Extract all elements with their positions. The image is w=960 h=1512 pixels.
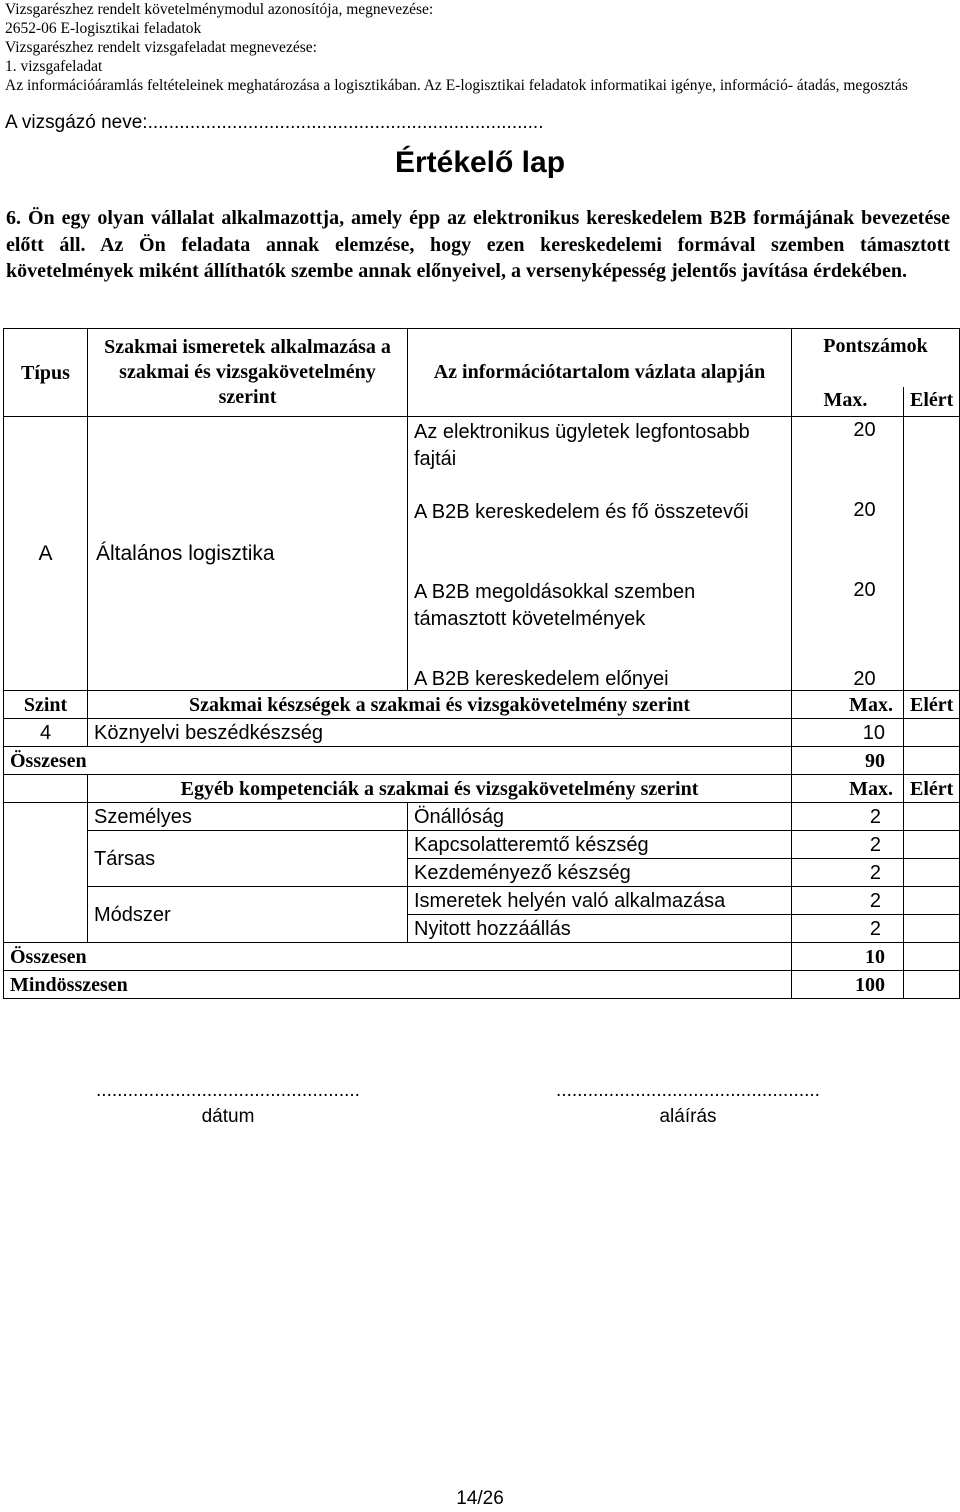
skill-max: 10 xyxy=(792,719,904,747)
competence-max: 2 xyxy=(792,887,904,915)
topic-max: 20 xyxy=(792,579,904,661)
type-cell: A xyxy=(4,417,88,691)
table-row xyxy=(4,887,960,915)
table-row xyxy=(4,803,960,831)
competence-item: Nyitott hozzáállás xyxy=(408,915,792,943)
signature-dots: .................................................. xyxy=(556,1080,820,1101)
topic-cell: Az elektronikus ügyletek legfontosabb fajtái xyxy=(408,417,792,499)
topic-cell: A B2B megoldásokkal szemben támasztott követelmények xyxy=(408,579,792,661)
table-row xyxy=(4,719,960,747)
competence-group-personal: Személyes xyxy=(88,803,408,831)
total-row xyxy=(4,943,960,971)
competence-group-social: Társas xyxy=(88,831,408,887)
topic-got-cell[interactable] xyxy=(904,417,960,691)
skill-name: Köznyelvi beszédkészség xyxy=(88,719,792,747)
page-number: 14/26 xyxy=(456,1488,504,1509)
col-header-max: Max. xyxy=(792,387,904,417)
skill-level-value: 4 xyxy=(4,719,88,747)
header-line-module: Vizsgarészhez rendelt követelménymodul azonosítója, megnevezése: xyxy=(5,1,434,18)
date-signature-block xyxy=(88,1078,368,1130)
col-header-knowledge: Szakmai ismeretek alkalmazása a szakmai és vizsgakövetelmény szerint xyxy=(88,329,408,417)
skills-header: Szakmai készségek a szakmai és vizsgakövetelmény szerint xyxy=(88,691,792,719)
competence-group-method: Módszer xyxy=(88,887,408,943)
total-value: 90 xyxy=(792,747,904,775)
table-row xyxy=(4,417,960,499)
competence-item: Önállóság xyxy=(408,803,792,831)
competence-header-row xyxy=(4,775,960,803)
header-line-task-number: 1. vizsgafeladat xyxy=(5,58,103,75)
header-line-task-title: Az információáramlás feltételeinek meghatározása a logisztikában. Az E-logisztikai feladatok informatikai igénye, információ- átadás, megosztás xyxy=(5,77,908,94)
skills-max-header: Max. xyxy=(792,691,904,719)
competence-got-cell[interactable] xyxy=(904,915,960,943)
competence-max: 2 xyxy=(792,803,904,831)
competence-max-header: Max. xyxy=(792,775,904,803)
competence-item: Kapcsolatteremtő készség xyxy=(408,831,792,859)
competence-item: Kezdeményező készség xyxy=(408,859,792,887)
empty-cell xyxy=(4,803,88,943)
topic-max: 20 xyxy=(792,417,904,499)
header-line-task-label: Vizsgarészhez rendelt vizsgafeladat megnevezése: xyxy=(5,39,317,56)
grand-total-value: 100 xyxy=(792,971,904,999)
total-label: Összesen xyxy=(4,943,792,971)
grand-total-got-cell[interactable] xyxy=(904,971,960,999)
competence-got-cell[interactable] xyxy=(904,859,960,887)
competence-got-cell[interactable] xyxy=(904,831,960,859)
evaluation-table xyxy=(3,328,960,999)
total-value: 10 xyxy=(792,943,904,971)
skills-header-row xyxy=(4,691,960,719)
col-header-got: Elért xyxy=(904,387,960,417)
date-label: dátum xyxy=(201,1106,255,1127)
topic-max: 20 xyxy=(792,661,904,691)
document-header xyxy=(5,0,955,95)
competence-item: Ismeretek helyén való alkalmazása xyxy=(408,887,792,915)
task-description: 6. Ön egy olyan vállalat alkalmazottja, amely épp az elektronikus kereskedelem B2B formájának bevezetése előtt áll. Az Ön feladata annak elemzése, hogy ezen kereskedelemi formával szemben támasztott követelmények miként állíthatók szembe annak előnyeivel, a versenyképesség jelentős javítása érdekében. xyxy=(6,207,950,282)
topic-cell: A B2B kereskedelem és fő összetevői xyxy=(408,499,792,579)
competence-max: 2 xyxy=(792,831,904,859)
skill-got-cell[interactable] xyxy=(904,719,960,747)
table-header-row xyxy=(4,329,960,387)
grand-total-label: Mindösszesen xyxy=(4,971,792,999)
date-dots: .................................................. xyxy=(96,1080,360,1101)
grand-total-row xyxy=(4,971,960,999)
col-header-points: Pontszámok xyxy=(792,329,960,387)
page-title: Értékelő lap xyxy=(394,146,566,179)
competence-got-cell[interactable] xyxy=(904,887,960,915)
header-line-module-code: 2652-06 E-logisztikai feladatok xyxy=(5,20,202,37)
knowledge-area-cell: Általános logisztika xyxy=(88,417,408,691)
topic-cell: A B2B kereskedelem előnyei xyxy=(408,661,792,691)
competence-got-cell[interactable] xyxy=(904,803,960,831)
empty-cell xyxy=(4,775,88,803)
signature-label: aláírás xyxy=(659,1106,717,1127)
competence-got-header: Elért xyxy=(904,775,960,803)
skills-level-header: Szint xyxy=(4,691,88,719)
competence-max: 2 xyxy=(792,915,904,943)
signature-block xyxy=(548,1078,828,1130)
topic-max: 20 xyxy=(792,499,904,579)
total-row xyxy=(4,747,960,775)
candidate-name-line: A vizsgázó neve:........................................................................... xyxy=(5,112,544,133)
col-header-content: Az információtartalom vázlata alapján xyxy=(408,329,792,417)
total-got-cell[interactable] xyxy=(904,943,960,971)
col-header-type: Típus xyxy=(4,329,88,417)
competence-header: Egyéb kompetenciák a szakmai és vizsgakövetelmény szerint xyxy=(88,775,792,803)
table-row xyxy=(4,831,960,859)
total-got-cell[interactable] xyxy=(904,747,960,775)
total-label: Összesen xyxy=(4,747,792,775)
competence-max: 2 xyxy=(792,859,904,887)
skills-got-header: Elért xyxy=(904,691,960,719)
